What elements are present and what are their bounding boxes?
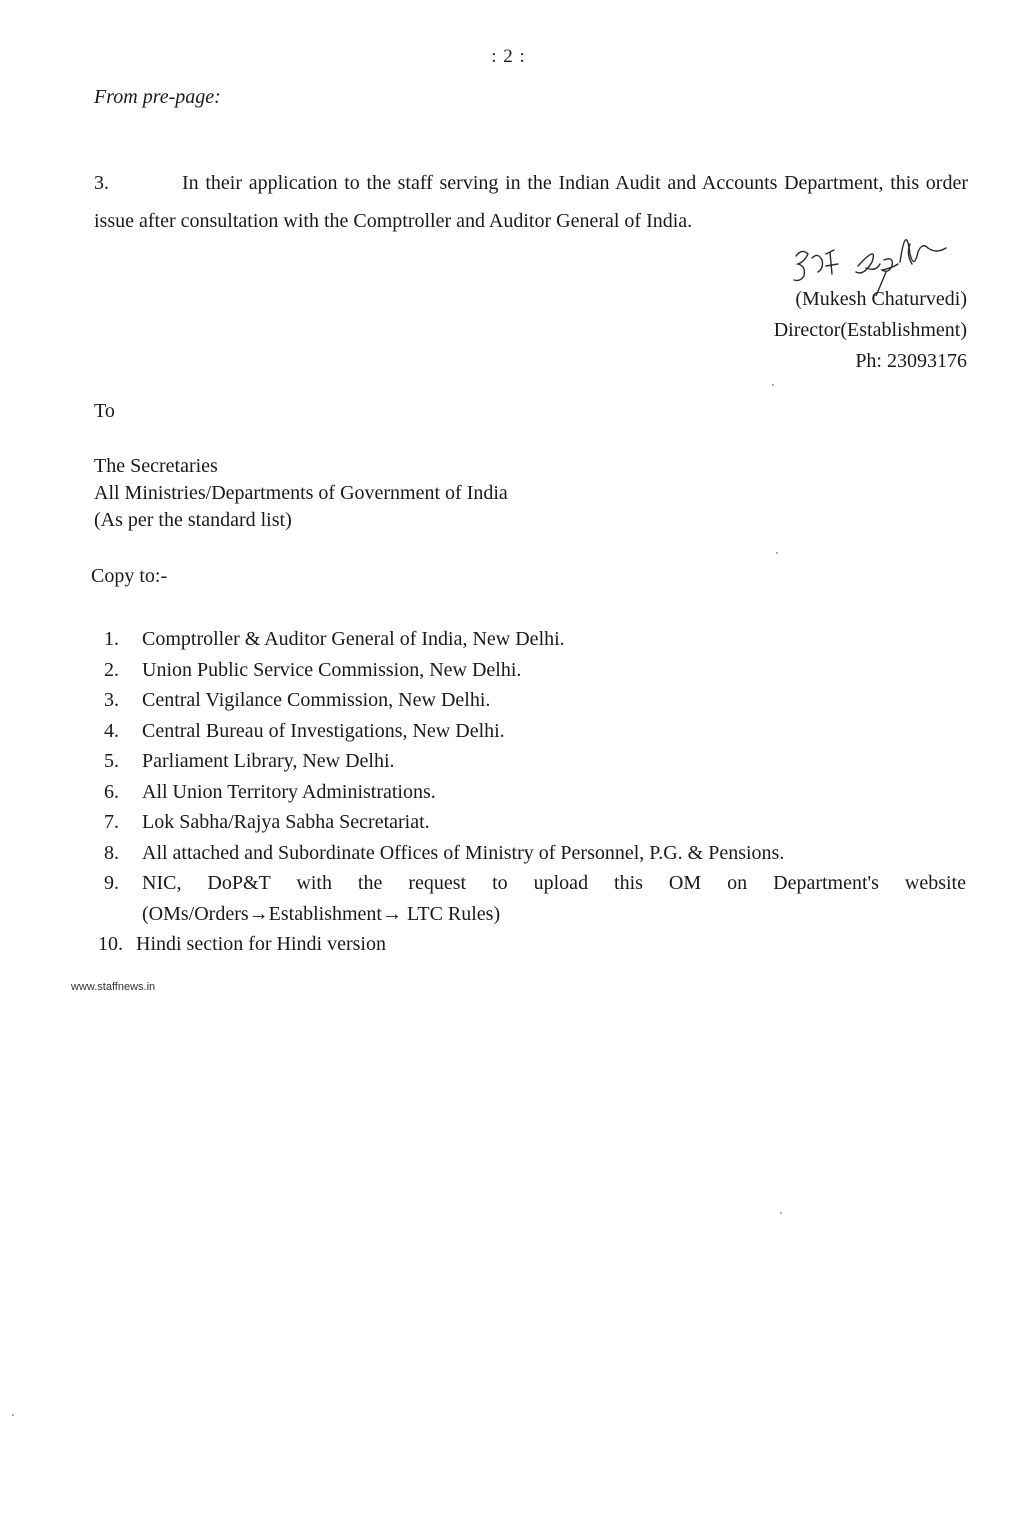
list-item (104, 838, 966, 869)
page-number: : 2 : (491, 46, 526, 67)
signatory-designation: Director(Establishment) (773, 319, 967, 341)
list-item (104, 624, 966, 655)
list-item-number: 7. (104, 811, 119, 833)
copy-to-label: Copy to:- (91, 565, 168, 587)
list-item-text: Comptroller & Auditor General of India, New Delhi. (142, 628, 565, 650)
list-item-continuation-text: (OMs/Orders→Establishment→ LTC Rules) (142, 902, 501, 925)
list-item (104, 868, 966, 899)
paragraph-number: 3. (94, 172, 109, 194)
signatory-name: (Mukesh Chaturvedi) (795, 288, 967, 310)
list-item-number: 9. (104, 872, 119, 894)
scan-speck (772, 384, 774, 386)
paragraph-text: In their application to the staff serving in the Indian Audit and Accounts Department, this order issue after consultation with the Comptroller and Auditor General of India. (94, 172, 968, 232)
watermark: www.staffnews.in (71, 981, 156, 993)
list-item-text: Central Vigilance Commission, New Delhi. (142, 689, 491, 711)
list-item-number: 10. (98, 933, 123, 955)
to-label: To (94, 400, 115, 422)
list-item (104, 685, 966, 716)
addressee-line: (As per the standard list) (94, 509, 292, 531)
list-item (98, 929, 966, 960)
list-item-number: 6. (104, 780, 119, 803)
list-item-number: 1. (104, 628, 119, 650)
scan-speck (12, 1414, 14, 1416)
list-item-text: Parliament Library, New Delhi. (142, 750, 395, 772)
from-prepage-note: From pre-page: (94, 86, 221, 108)
scan-speck (780, 1212, 782, 1214)
list-item (104, 746, 966, 777)
list-item-text: Hindi section for Hindi version (136, 933, 386, 955)
list-item-text: All attached and Subordinate Offices of Ministry of Personnel, P.G. & Pensions. (142, 841, 785, 864)
list-item (104, 777, 966, 808)
signatory-block (774, 284, 967, 377)
addressee-line: All Ministries/Departments of Government of India (94, 482, 508, 504)
signatory-phone: Ph: 23093176 (855, 350, 967, 372)
list-item-text: NIC, DoP&T with the request to upload this OM on Department's website (142, 872, 966, 894)
copy-to-list (98, 624, 966, 960)
list-item-text: All Union Territory Administrations. (142, 780, 436, 803)
list-item-number: 5. (104, 750, 119, 772)
list-item-continuation (104, 899, 966, 930)
scan-speck (776, 552, 778, 554)
list-item (104, 655, 966, 686)
list-item-text: Union Public Service Commission, New Delhi. (142, 658, 522, 681)
list-item (104, 807, 966, 838)
addressee-line: The Secretaries (94, 455, 218, 477)
list-item-number: 2. (104, 658, 119, 681)
list-item-text: Lok Sabha/Rajya Sabha Secretariat. (142, 811, 430, 833)
list-item-number: 3. (104, 689, 119, 711)
list-item (104, 716, 966, 747)
list-item-text: Central Bureau of Investigations, New Delhi. (142, 719, 505, 742)
addressee-block (94, 453, 508, 534)
list-item-number: 4. (104, 719, 119, 742)
list-item-number: 8. (104, 841, 119, 864)
